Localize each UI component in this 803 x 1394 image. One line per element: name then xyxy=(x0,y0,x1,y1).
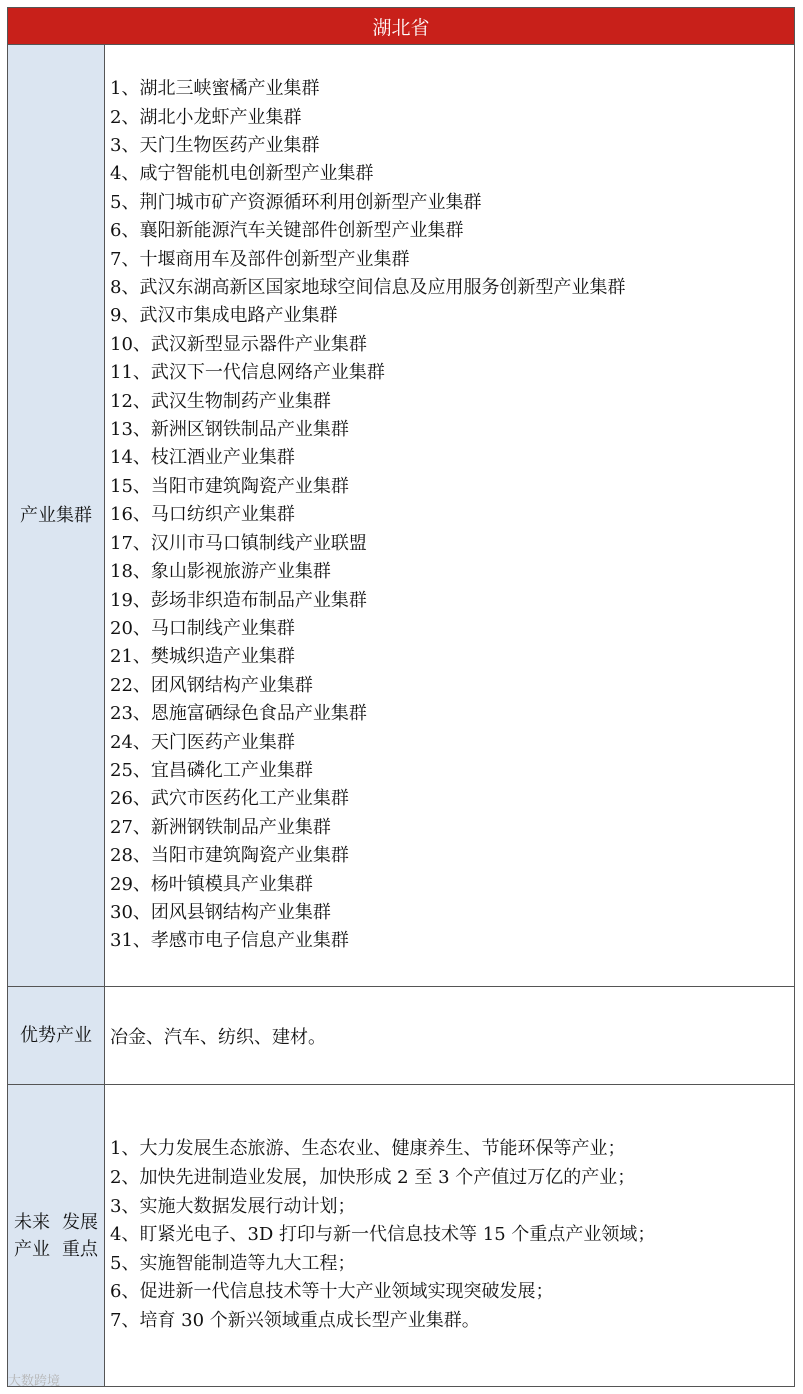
cluster-item: 15、当阳市建筑陶瓷产业集群 xyxy=(110,475,349,497)
cluster-item: 14、枝江酒业产业集群 xyxy=(110,447,295,469)
cluster-item: 29、杨叶镇模具产业集群 xyxy=(110,873,313,895)
table-title: 湖北省 xyxy=(8,8,794,45)
cluster-item: 31、孝感市电子信息产业集群 xyxy=(110,930,349,952)
future-item: 7、培育 30 个新兴领域重点成长型产业集群。 xyxy=(110,1309,480,1331)
future-item: 1、大力发展生态旅游、生态农业、健康养生、节能环保等产业； xyxy=(110,1138,626,1160)
future-item: 4、盯紧光电子、3D 打印与新一代信息技术等 15 个重点产业领域； xyxy=(110,1224,656,1246)
cluster-item: 10、武汉新型显示器件产业集群 xyxy=(110,333,367,355)
cluster-item: 19、彭场非织造布制品产业集群 xyxy=(110,589,367,611)
cluster-item: 3、天门生物医药产业集群 xyxy=(110,135,320,157)
future-label xyxy=(8,1085,105,1386)
cluster-item: 30、团风县钢结构产业集群 xyxy=(110,901,331,923)
cluster-item: 4、咸宁智能机电创新型产业集群 xyxy=(110,163,374,185)
future-label-line1: 未来产业 xyxy=(14,1211,50,1260)
province-table xyxy=(7,7,795,1387)
cluster-item: 22、团风钢结构产业集群 xyxy=(110,674,313,696)
cluster-item: 20、马口制线产业集群 xyxy=(110,617,295,639)
cluster-item: 6、襄阳新能源汽车关键部件创新型产业集群 xyxy=(110,220,464,242)
future-item: 3、实施大数据发展行动计划； xyxy=(110,1195,356,1217)
cluster-item: 17、汉川市马口镇制线产业联盟 xyxy=(110,532,367,554)
future-item: 5、实施智能制造等九大工程； xyxy=(110,1252,356,1274)
cluster-item: 7、十堰商用车及部件创新型产业集群 xyxy=(110,248,410,270)
cluster-item: 26、武穴市医药化工产业集群 xyxy=(110,788,349,810)
advantage-content xyxy=(105,987,794,1084)
clusters-label: 产业集群 xyxy=(8,45,105,986)
cluster-item: 2、湖北小龙虾产业集群 xyxy=(110,106,302,128)
cluster-item: 16、马口纺织产业集群 xyxy=(110,504,295,526)
cluster-item: 21、樊城织造产业集群 xyxy=(110,646,295,668)
cluster-item: 5、荆门城市矿产资源循环利用创新型产业集群 xyxy=(110,191,482,213)
clusters-row xyxy=(8,45,794,987)
cluster-item: 18、象山影视旅游产业集群 xyxy=(110,561,331,583)
future-row xyxy=(8,1085,794,1386)
cluster-item: 27、新洲钢铁制品产业集群 xyxy=(110,816,331,838)
cluster-item: 13、新洲区钢铁制品产业集群 xyxy=(110,419,349,441)
future-item: 6、促进新一代信息技术等十大产业领域实现突破发展； xyxy=(110,1281,554,1303)
clusters-list xyxy=(105,45,794,986)
future-list xyxy=(105,1085,794,1386)
cluster-item: 25、宜昌磷化工产业集群 xyxy=(110,759,313,781)
advantage-text: 冶金、汽车、纺织、建材。 xyxy=(110,1026,326,1048)
watermark: 大数跨境 xyxy=(8,1374,61,1389)
advantage-label: 优势产业 xyxy=(8,987,105,1084)
cluster-item: 8、武汉东湖高新区国家地球空间信息及应用服务创新型产业集群 xyxy=(110,277,626,299)
future-label-line2: 发展重点 xyxy=(62,1211,98,1260)
cluster-item: 11、武汉下一代信息网络产业集群 xyxy=(110,362,385,384)
future-item: 2、加快先进制造业发展，加快形成 2 至 3 个产值过万亿的产业； xyxy=(110,1167,636,1189)
cluster-item: 28、当阳市建筑陶瓷产业集群 xyxy=(110,845,349,867)
advantage-row xyxy=(8,987,794,1085)
cluster-item: 9、武汉市集成电路产业集群 xyxy=(110,305,338,327)
cluster-item: 23、恩施富硒绿色食品产业集群 xyxy=(110,703,367,725)
cluster-item: 1、湖北三峡蜜橘产业集群 xyxy=(110,78,320,100)
cluster-item: 12、武汉生物制药产业集群 xyxy=(110,390,331,412)
cluster-item: 24、天门医药产业集群 xyxy=(110,731,295,753)
